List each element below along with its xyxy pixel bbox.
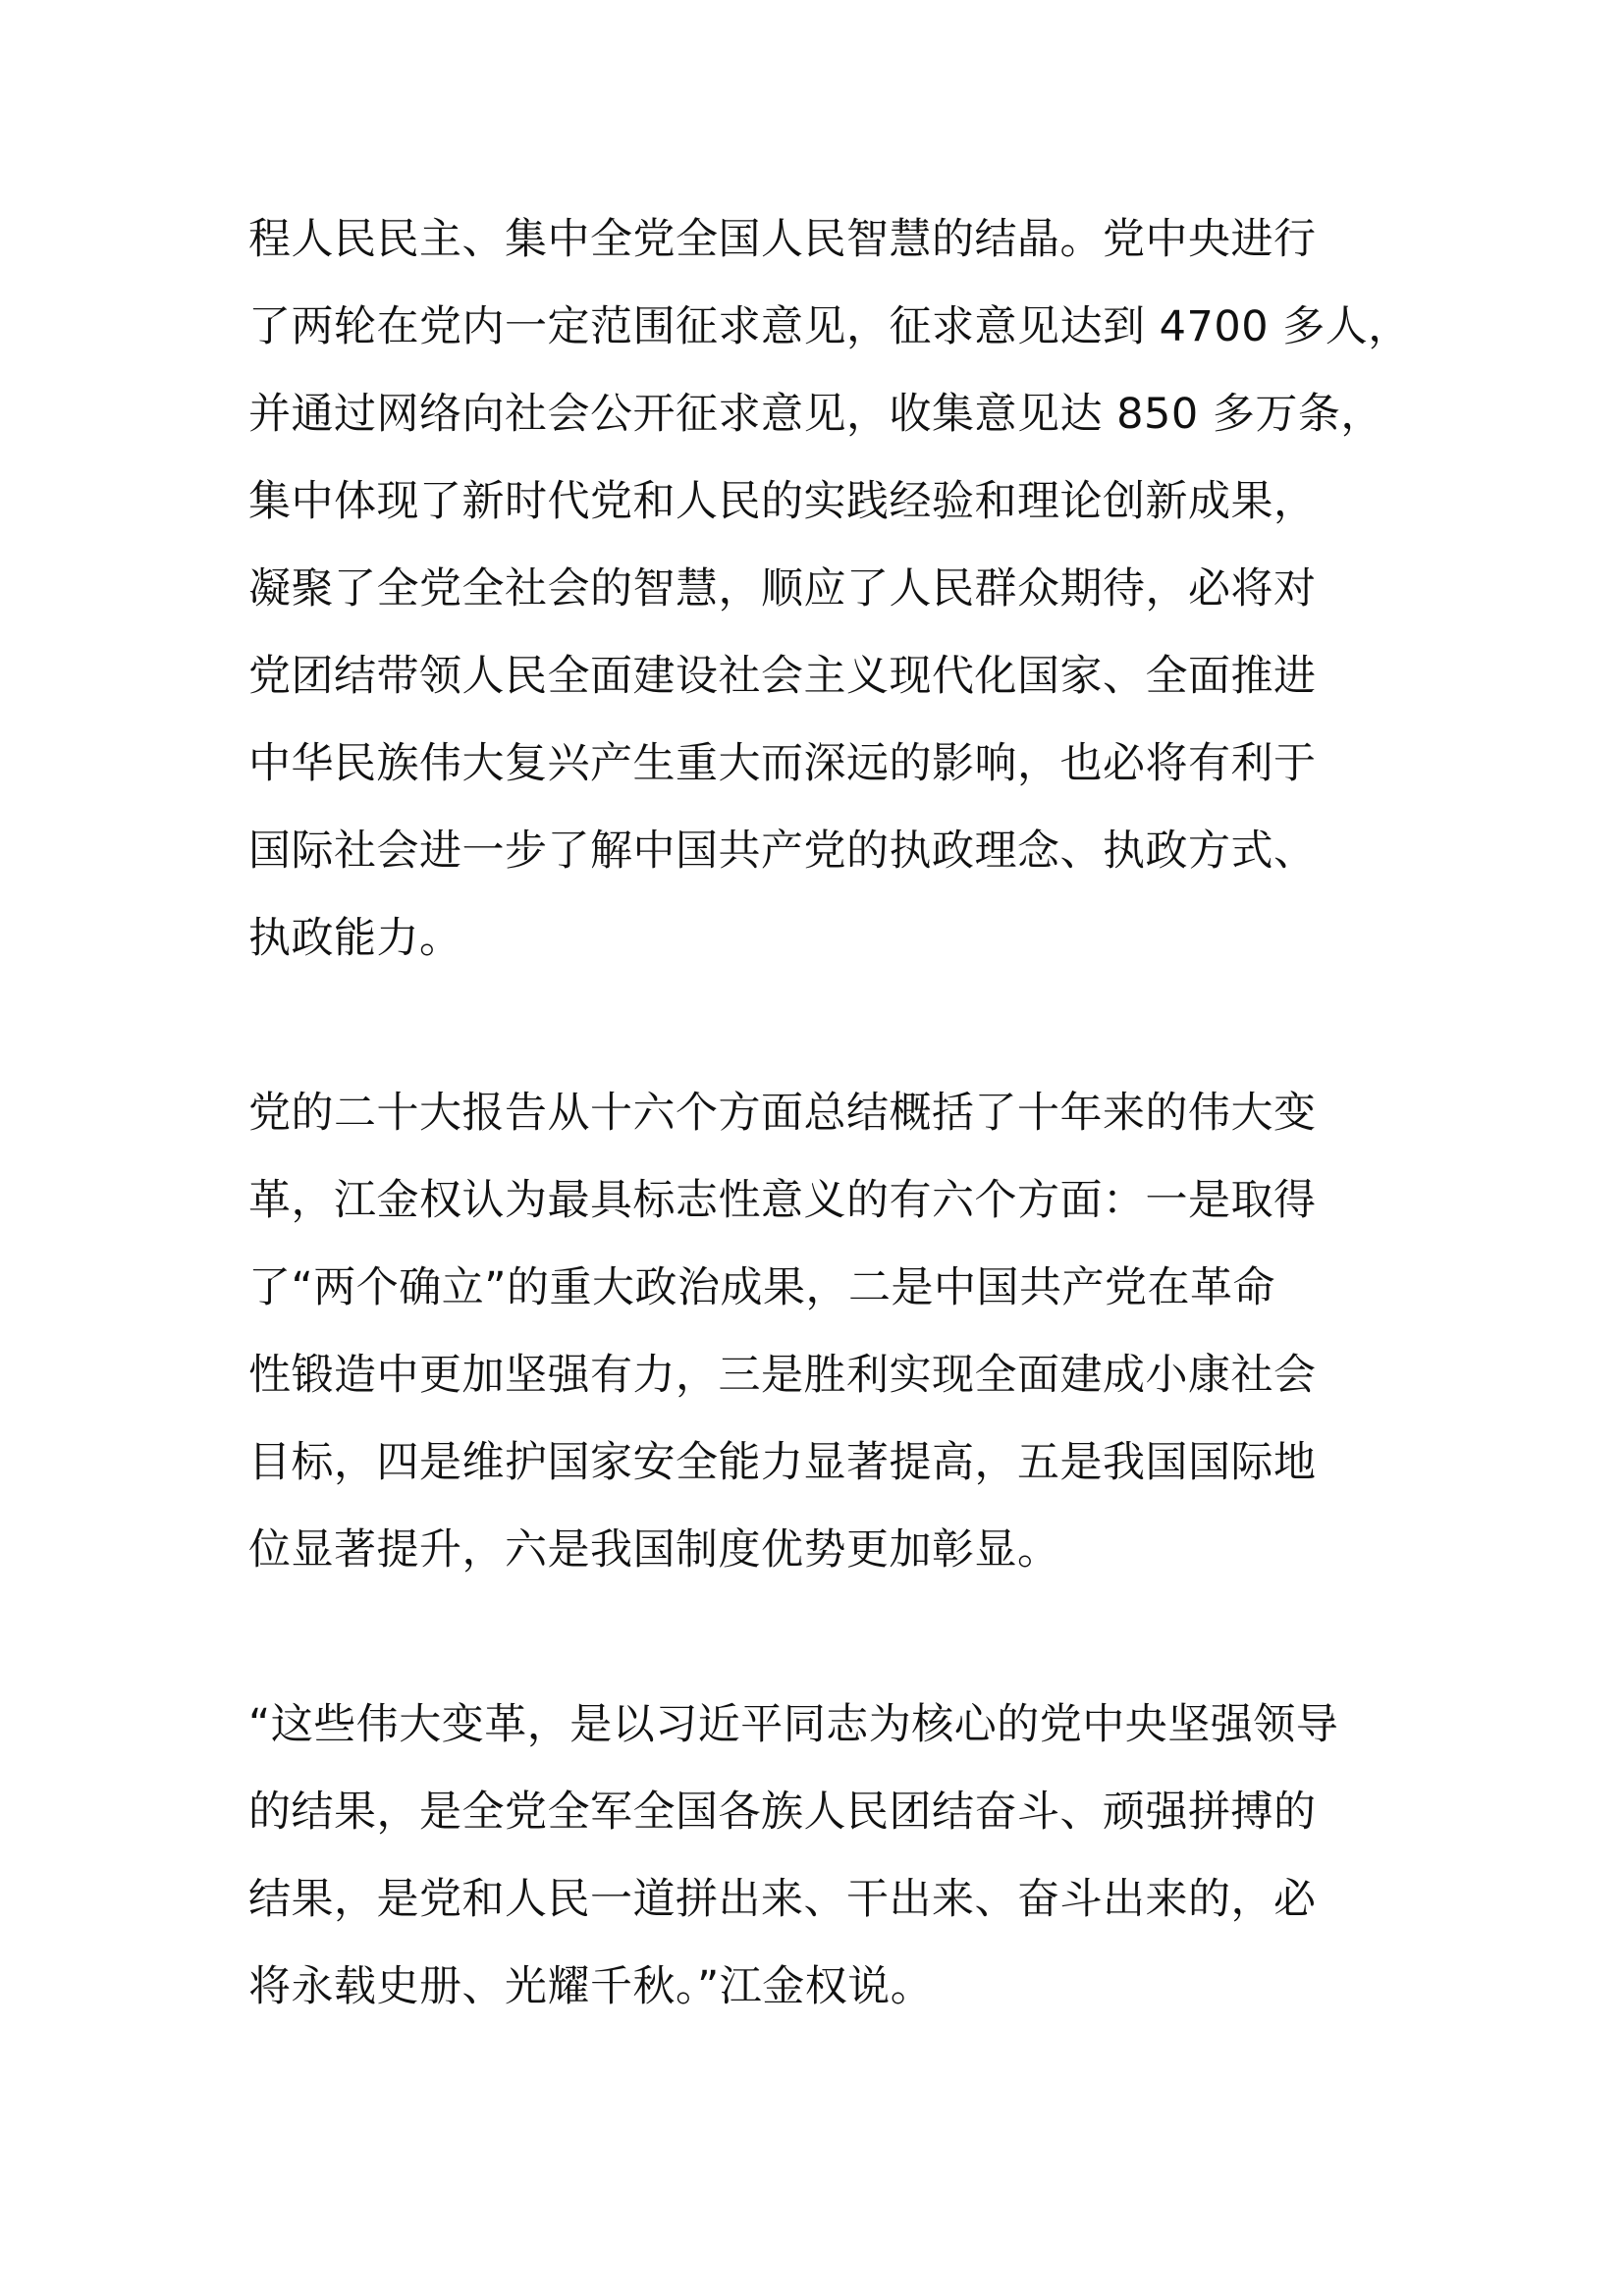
paragraph-line: 位显著提升，六是我国制度优势更加彰显。 [248, 1525, 1060, 1575]
paragraph-line: 革，江金权认为最具标志性意义的有六个方面：一是取得 [248, 1176, 1317, 1225]
paragraph-line: 并通过网络向社会公开征求意见，收集意见达 850 多万条， [248, 390, 1383, 439]
document-body [248, 196, 1411, 2031]
paragraph-line: 了两轮在党内一定范围征求意见，征求意见达到 4700 多人， [248, 302, 1411, 351]
paragraph-line: 了“两个确立”的重大政治成果，二是中国共产党在革命 [248, 1263, 1276, 1312]
paragraph-spacer [248, 1594, 1407, 1682]
paragraph-line: 党团结带领人民全面建设社会主义现代化国家、全面推进 [248, 652, 1317, 701]
paragraph-line: 集中体现了新时代党和人民的实践经验和理论创新成果， [248, 477, 1317, 526]
paragraph-line: “这些伟大变革，是以习近平同志为核心的党中央坚强领导 [248, 1700, 1339, 1749]
paragraph-line: 国际社会进一步了解中国共产党的执政理念、执政方式、 [248, 827, 1317, 876]
paragraph-line: 将永载史册、光耀千秋。”江金权说。 [248, 1962, 934, 2011]
paragraph-line: 的结果，是全党全军全国各族人民团结奋斗、顽强拼搏的 [248, 1788, 1317, 1837]
paragraph-line: 性锻造中更加坚强有力，三是胜利实现全面建成小康社会 [248, 1351, 1317, 1400]
paragraph-line: 目标，四是维护国家安全能力显著提高，五是我国国际地 [248, 1438, 1317, 1487]
paragraph-line: 党的二十大报告从十六个方面总结概括了十年来的伟大变 [248, 1089, 1317, 1138]
paragraph-line: 结果，是党和人民一道拼出来、干出来、奋斗出来的，必 [248, 1875, 1317, 1924]
paragraph-3 [248, 1682, 1407, 2031]
paragraph-line: 凝聚了全党全社会的智慧，顺应了人民群众期待，必将对 [248, 564, 1317, 614]
paragraph-line: 中华民族伟大复兴产生重大而深远的影响，也必将有利于 [248, 739, 1317, 788]
paragraph-2 [248, 1070, 1407, 1594]
paragraph-line: 执政能力。 [248, 914, 462, 963]
paragraph-spacer [248, 983, 1407, 1070]
paragraph-1 [248, 196, 1411, 983]
paragraph-line: 程人民民主、集中全党全国人民智慧的结晶。党中央进行 [248, 215, 1317, 264]
